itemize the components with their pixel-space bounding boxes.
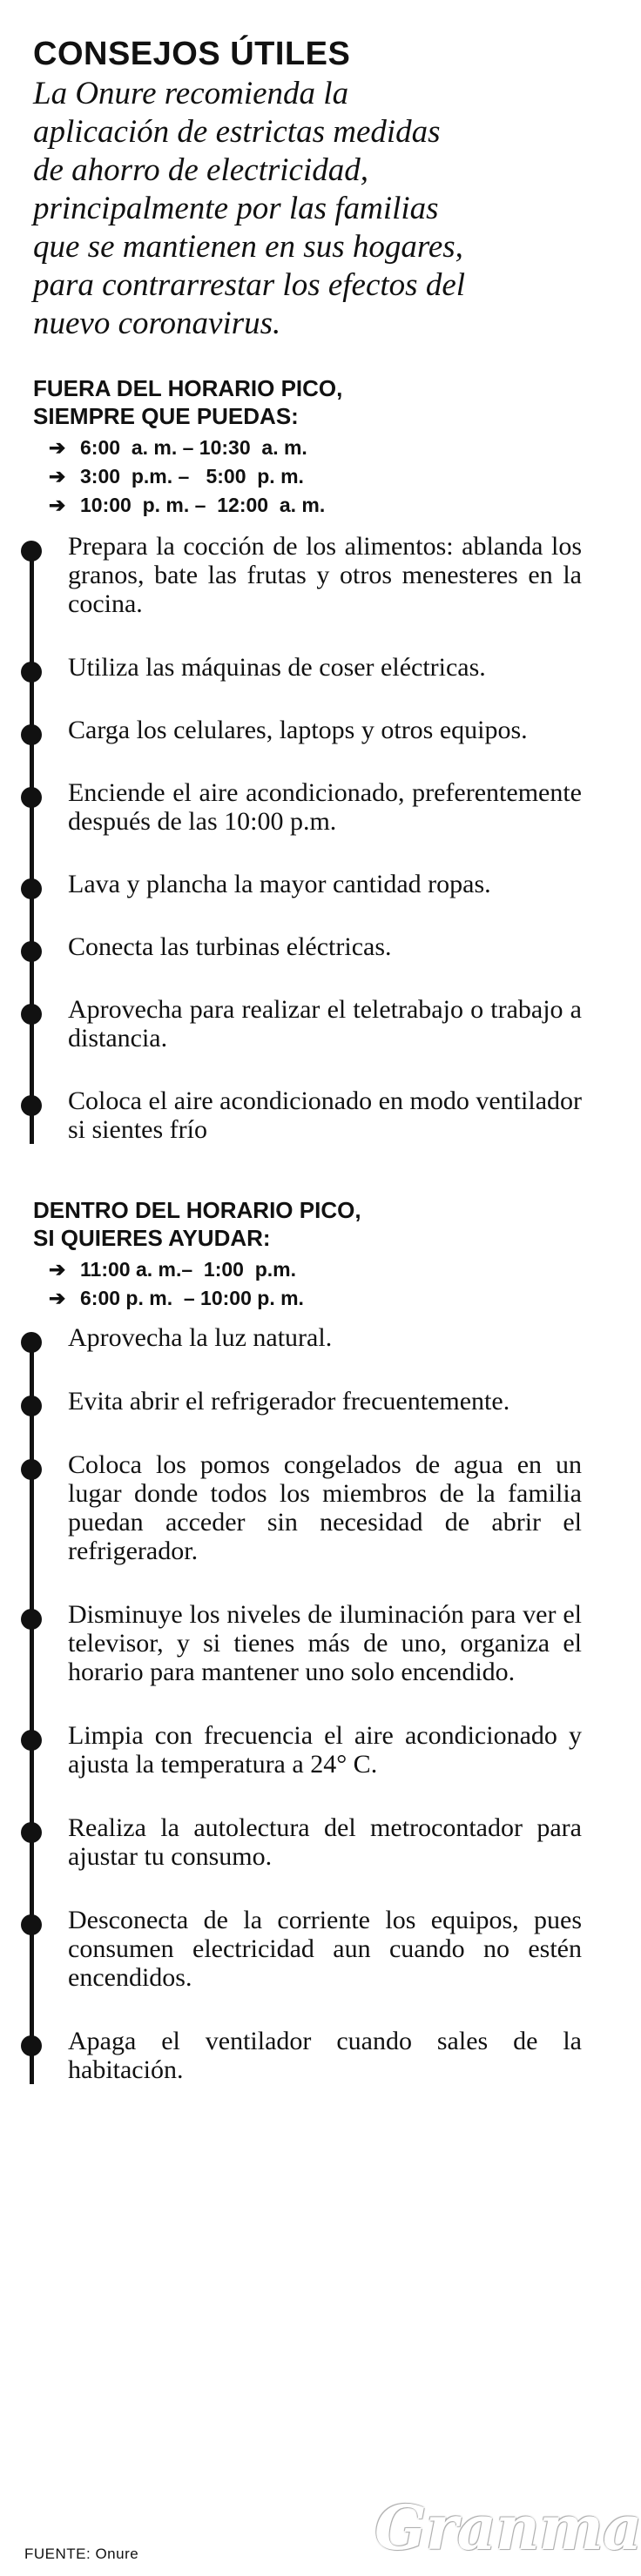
section-heading-line: SI QUIERES AYUDAR: [33,1225,271,1251]
intro-line: principalmente por las familias [33,191,439,226]
arrow-right-icon: ➔ [49,1258,66,1281]
time-range-text: 11:00 a. m.– 1:00 p.m. [80,1258,297,1281]
time-range [49,491,582,520]
time-range [49,1284,582,1313]
bullet-dot-icon [21,1914,42,1935]
tip-item [33,653,582,682]
time-range [49,462,582,491]
bullet-dot-icon [21,1459,42,1480]
tip-item [33,1387,582,1416]
tip-text: Aprovecha la luz natural. [68,1323,333,1352]
intro-line: nuevo coronavirus. [33,306,281,341]
tip-text: Limpia con frecuencia el aire acondicionado y ajusta la temperatura a 24° C. [68,1721,582,1779]
tip-item [33,1906,582,1992]
tip-text: Disminuye los niveles de iluminación para ver el televisor, y si tienes más de uno, organiza el horario para mantener uno solo encendido. [68,1600,582,1686]
tip-text: Coloca el aire acondicionado en modo ventilador si sientes frío [68,1086,582,1144]
tip-item [33,1813,582,1871]
bullet-dot-icon [21,662,42,683]
section-peak [33,1196,582,2084]
tip-text: Apaga el ventilador cuando sales de la habitación. [68,2027,582,2084]
tip-item [33,2027,582,2084]
section-heading-line: DENTRO DEL HORARIO PICO, [33,1197,361,1223]
intro-line: La Onure recomienda la [33,76,349,111]
tip-item [33,995,582,1053]
tip-item [33,870,582,898]
arrow-right-icon: ➔ [49,1287,66,1309]
arrow-right-icon: ➔ [49,494,66,516]
tip-item [33,716,582,744]
article [33,35,582,2084]
tip-text: Realiza la autolectura del metrocontador para ajustar tu consumo. [68,1813,582,1871]
time-list [33,1255,582,1313]
time-list [33,434,582,520]
bullet-dot-icon [21,1730,42,1751]
tip-text: Coloca los pomos congelados de agua en un lugar donde todos los miembros de la familia puedan acceder sin necesidad de abrir el refrigerador. [68,1450,582,1565]
time-range [49,1255,582,1284]
granma-logo: Granma [374,2492,641,2564]
bullet-dot-icon [21,541,42,562]
tip-text: Prepara la cocción de los alimentos: ablanda los granos, bate las frutas y otros menesteres en la cocina. [68,532,582,618]
tip-text: Aprovecha para realizar el teletrabajo o trabajo a distancia. [68,995,582,1053]
bullet-dot-icon [21,1609,42,1630]
arrow-right-icon: ➔ [49,465,66,488]
tip-item [33,532,582,618]
time-range-text: 6:00 a. m. – 10:30 a. m. [80,436,307,459]
section-heading-line: SIEMPRE QUE PUEDAS: [33,403,299,429]
time-range-text: 3:00 p.m. – 5:00 p. m. [80,465,304,488]
section-heading-line: FUERA DEL HORARIO PICO, [33,375,343,401]
intro-line: de ahorro de electricidad, [33,152,368,188]
arrow-right-icon: ➔ [49,436,66,459]
bullet-dot-icon [21,1396,42,1416]
article-title: CONSEJOS ÚTILES [33,36,351,72]
tip-item [33,1450,582,1565]
tip-item [33,932,582,961]
bullet-dot-icon [21,1004,42,1025]
tip-item [33,778,582,836]
intro-line: que se mantienen en sus hogares, [33,229,463,265]
bullet-dot-icon [21,1822,42,1843]
tip-list [33,532,582,1144]
section-off-peak [33,374,582,1144]
tip-text: Carga los celulares, laptops y otros equipos. [68,716,528,744]
section-heading [33,374,582,430]
tip-item [33,1086,582,1144]
tip-text: Conecta las turbinas eléctricas. [68,932,392,961]
tip-text: Utiliza las máquinas de coser eléctricas. [68,653,486,682]
source-credit: FUENTE: Onure [24,2546,139,2562]
intro-line: para contrarrestar los efectos del [33,267,466,303]
intro-line: aplicación de estrictas medidas [33,114,441,150]
time-range [49,434,582,462]
bullet-dot-icon [21,878,42,899]
tip-text: Lava y plancha la mayor cantidad ropas. [68,870,491,898]
bullet-dot-icon [21,787,42,808]
tip-text: Desconecta de la corriente los equipos, pues consumen electricidad aun cuando no estén encendidos. [68,1906,582,1992]
tip-list [33,1323,582,2084]
tip-text: Enciende el aire acondicionado, preferentemente después de las 10:00 p.m. [68,778,582,836]
time-range-text: 10:00 p. m. – 12:00 a. m. [80,494,326,516]
bullet-dot-icon [21,941,42,962]
time-range-text: 6:00 p. m. – 10:00 p. m. [80,1287,304,1309]
section-heading [33,1196,582,1252]
tip-item [33,1323,582,1352]
bullet-dot-icon [21,1095,42,1116]
tip-item [33,1600,582,1686]
bullet-dot-icon [21,1332,42,1353]
intro-text [33,75,582,343]
timeline-line [30,548,34,1144]
bullet-dot-icon [21,724,42,745]
tip-text: Evita abrir el refrigerador frecuentemente. [68,1387,510,1416]
tip-item [33,1721,582,1779]
bullet-dot-icon [21,2035,42,2056]
